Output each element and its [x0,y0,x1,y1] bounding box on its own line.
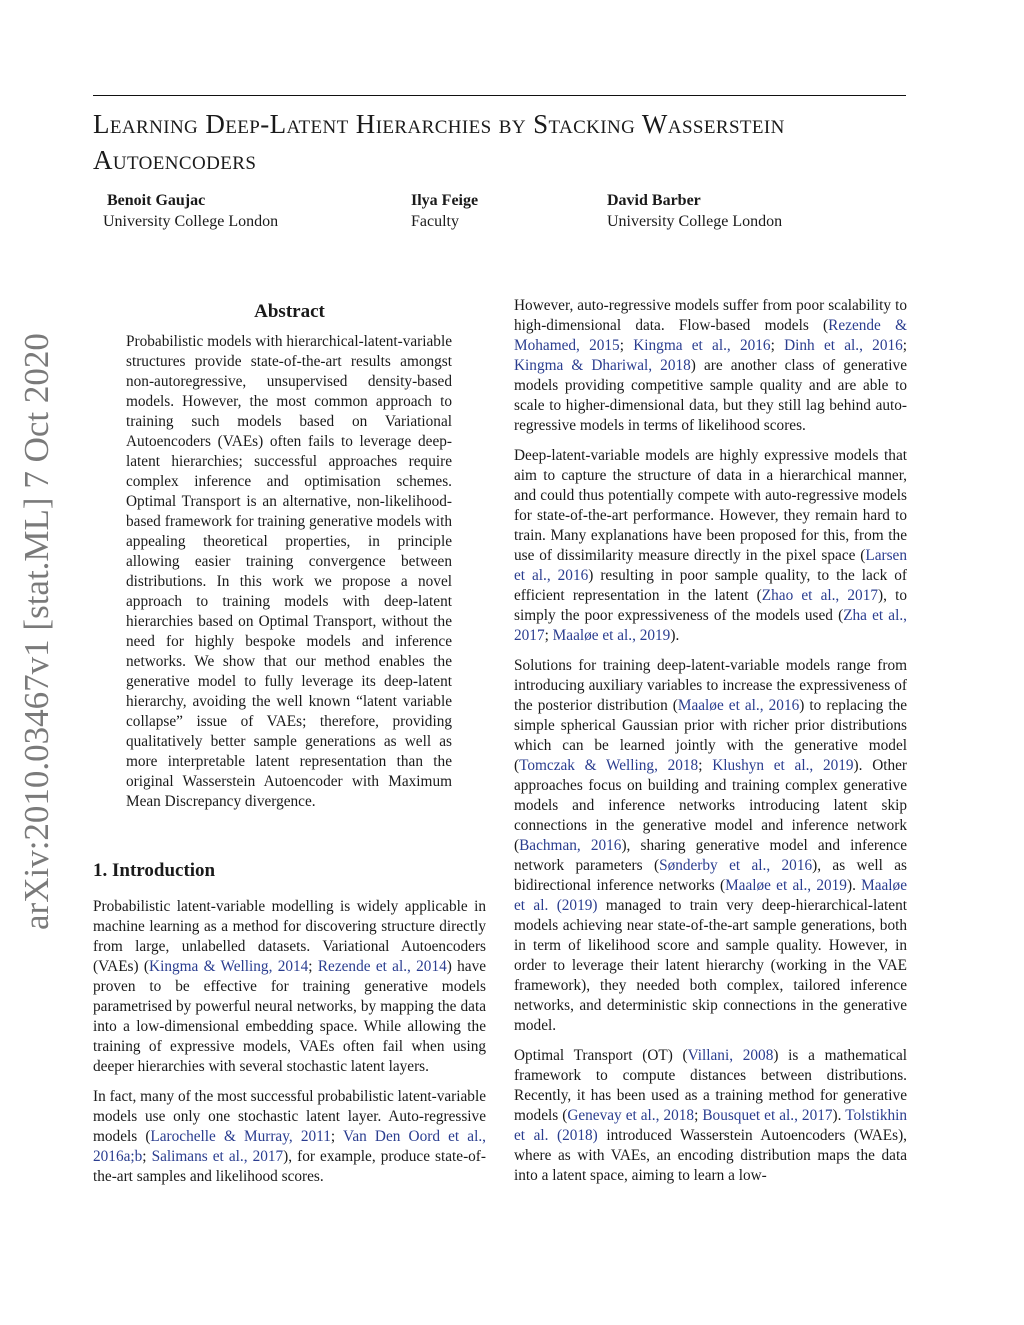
text-run: Solutions for training deep-latent-variable models range from introducing auxiliary variables to increase the expressiveness of the posterior distribution ( [514,657,907,714]
author-affiliation: University College London [607,213,783,230]
author-name: Benoit Gaujac [107,192,206,209]
text-run: ) are another class of generative models providing competitive sample quality and are able to scale to higher-dimensional data, but they still lag behind auto-regressive models in terms of likelihood scores. [514,357,907,434]
citation-link[interactable]: Rezende et al., 2014 [317,958,447,975]
intro-paragraph-5 [514,656,907,1036]
citation-link[interactable]: Tomczak & Welling, 2018 [519,757,699,774]
citation-link[interactable]: Maaløe et al., 2019 [552,627,671,644]
text-run: ; [694,1107,703,1124]
citation-link[interactable]: Kingma & Dhariwal, 2018 [514,357,691,374]
citation-link[interactable]: Larsen et al., 2016 [514,547,907,584]
text-run: ; [698,757,713,774]
text-run: ) have proven to be effective for training generative models parametrised by powerful neural networks, by mapping the data into a low-dimensional embedding space. While allowing the training of expressive models, VAEs often fail when using deeper hierarchies with several stochastic latent layers. [93,958,487,1075]
citation-link[interactable]: Maaløe et al., 2019 [725,877,847,894]
citation-link[interactable]: Sønderby et al., 2016 [659,857,813,874]
citation-link[interactable]: Kingma et al., 2016 [633,337,771,354]
citation-link[interactable]: Maaløe et al. (2019) [514,877,907,914]
intro-paragraph-1 [93,897,486,1077]
author-affiliation: University College London [103,213,279,230]
arxiv-identifier: arXiv:2010.03467v1 [stat.ML] 7 Oct 2020 [17,333,56,930]
text-run: ). Other approaches focus on building and training complex generative models and inference networks introducing latent skip connections in the generative model and inference network ( [514,757,908,854]
abstract-heading: Abstract [254,301,325,322]
citation-link[interactable]: Salimans et al., 2017 [151,1148,284,1165]
author-name: David Barber [607,192,701,209]
intro-paragraph-2 [93,1087,486,1187]
citation-link[interactable]: Kingma & Welling, 2014 [149,958,309,975]
citation-link[interactable]: Bachman, 2016 [519,837,622,854]
right-column [514,296,907,1196]
citation-link[interactable]: Van Den Oord et al., 2016a;b [93,1128,486,1165]
text-run: ), sharing generative model and inference network parameters ( [514,837,907,874]
intro-paragraph-3 [514,296,907,436]
text-run: ; [544,627,553,644]
citation-link[interactable]: Zha et al., 2017 [514,607,907,644]
citation-link[interactable]: Larochelle & Murray, 2011 [150,1128,331,1145]
citation-link[interactable]: Villani, 2008 [687,1047,774,1064]
intro-paragraph-6 [514,1046,907,1186]
citation-link[interactable]: Dinh et al., 2016 [784,337,903,354]
citation-link[interactable]: Rezende & Mohamed, 2015 [514,317,907,354]
author-1 [103,190,278,232]
citation-link[interactable]: Klushyn et al., 2019 [712,757,854,774]
title-rule-top [93,95,906,96]
abstract-text: Probabilistic models with hierarchical-latent-variable structures provide state-of-the-art results amongst non-autoregressive, unsupervised density-based models. However, the most common approach to training such models based on Variational Autoencoders (VAEs) often fails to leverage deep-latent hierarchies; successful approaches require complex inference and optimisation schemes. Optimal Transport is an alternative, non-likelihood-based framework for training generative models with appealing theoretical properties, in principle allowing easier training convergence between distributions. In this work we propose a novel approach to training models with deep-latent hierarchies based on Optimal Transport, without the need for highly bespoke models and inference networks. We show that our method enables the generative model to fully leverage its deep-latent hierarchy, avoiding the well known “latent variable collapse” issue of VAEs; therefore, providing qualitatively better sample generations as well as more interpretable latent representation than the original Wasserstein Autoencoder with Maximum Mean Discrepancy divergence. [126,333,452,810]
paper-title: Learning Deep-Latent Hierarchies by Stacking Wasserstein Autoencoders [93,109,785,175]
author-affiliation: Faculty [411,213,459,230]
text-run: ; [902,337,908,354]
citation-link[interactable]: Genevay et al., 2018 [567,1107,695,1124]
citation-link[interactable]: Zhao et al., 2017 [761,587,879,604]
section-heading-introduction: 1. Introduction [93,860,216,881]
text-run: ) to replacing the simple spherical Gaussian prior with richer prior distributions which can be learned jointly with the generative model ( [514,697,908,774]
text-run: ; [308,958,318,975]
text-run: However, auto-regressive models suffer from poor scalability to high-dimensional data. Flow-based models ( [514,297,907,334]
text-run: ), for example, produce state-of-the-art samples and likelihood scores. [93,1148,486,1185]
text-run: Deep-latent-variable models are highly expressive models that aim to capture the structure of data in a hierarchical manner, and could thus potentially compete with auto-regressive models for state-of-the-art performance. However, they remain hard to train. Many explanations have been proposed for this, from the use of dissimilarity measure directly in the pixel space ( [514,447,907,564]
text-run: ; [142,1148,152,1165]
text-run: ; [770,337,785,354]
text-run: ) is a mathematical framework to compute distances between distributions. Recently, it has been used as a training method for generative models ( [514,1047,908,1124]
text-run: ; [330,1128,343,1145]
author-block [0,190,1024,240]
author-2 [411,190,478,232]
text-run: ), to simply the poor expressiveness of the models used ( [514,587,907,624]
text-run: ). [670,627,680,644]
author-name: Ilya Feige [411,192,479,209]
text-run: ). [846,877,862,894]
text-run: managed to train very deep-hierarchical-latent models achieving near state-of-the-art sample generations, both in term of likelihood score and sample quality. However, in order to leverage their latent hierarchy (working in the VAE framework), they needed both complex, tailored inference networks, and deterministic skip connections in the generative model. [514,897,907,1034]
text-run: ). [832,1107,846,1124]
text-run: introduced Wasserstein Autoencoders (WAEs), where as with VAEs, an encoding distribution maps the data into a latent space, aiming to learn a low- [514,1127,907,1184]
intro-paragraph-4 [514,446,907,646]
text-run: ), as well as bidirectional inference networks ( [514,857,907,894]
left-column [93,300,486,1197]
citation-link[interactable]: Tolstikhin et al. (2018) [514,1107,908,1144]
citation-link[interactable]: Maaløe et al., 2016 [677,697,800,714]
text-run: In fact, many of the most successful probabilistic latent-variable models use only one stochastic latent layer. Auto-regressive models ( [93,1088,486,1145]
text-run: Probabilistic latent-variable modelling is widely applicable in machine learning as a method for discovering structure directly from large, unlabelled datasets. Variational Autoencoders (VAEs) ( [93,898,486,975]
text-run: Optimal Transport (OT) ( [514,1047,688,1064]
author-3 [607,190,782,232]
text-run: ) resulting in poor sample quality, to the lack of efficient representation in the latent ( [514,567,907,604]
citation-link[interactable]: Bousquet et al., 2017 [702,1107,833,1124]
text-run: ; [619,337,634,354]
